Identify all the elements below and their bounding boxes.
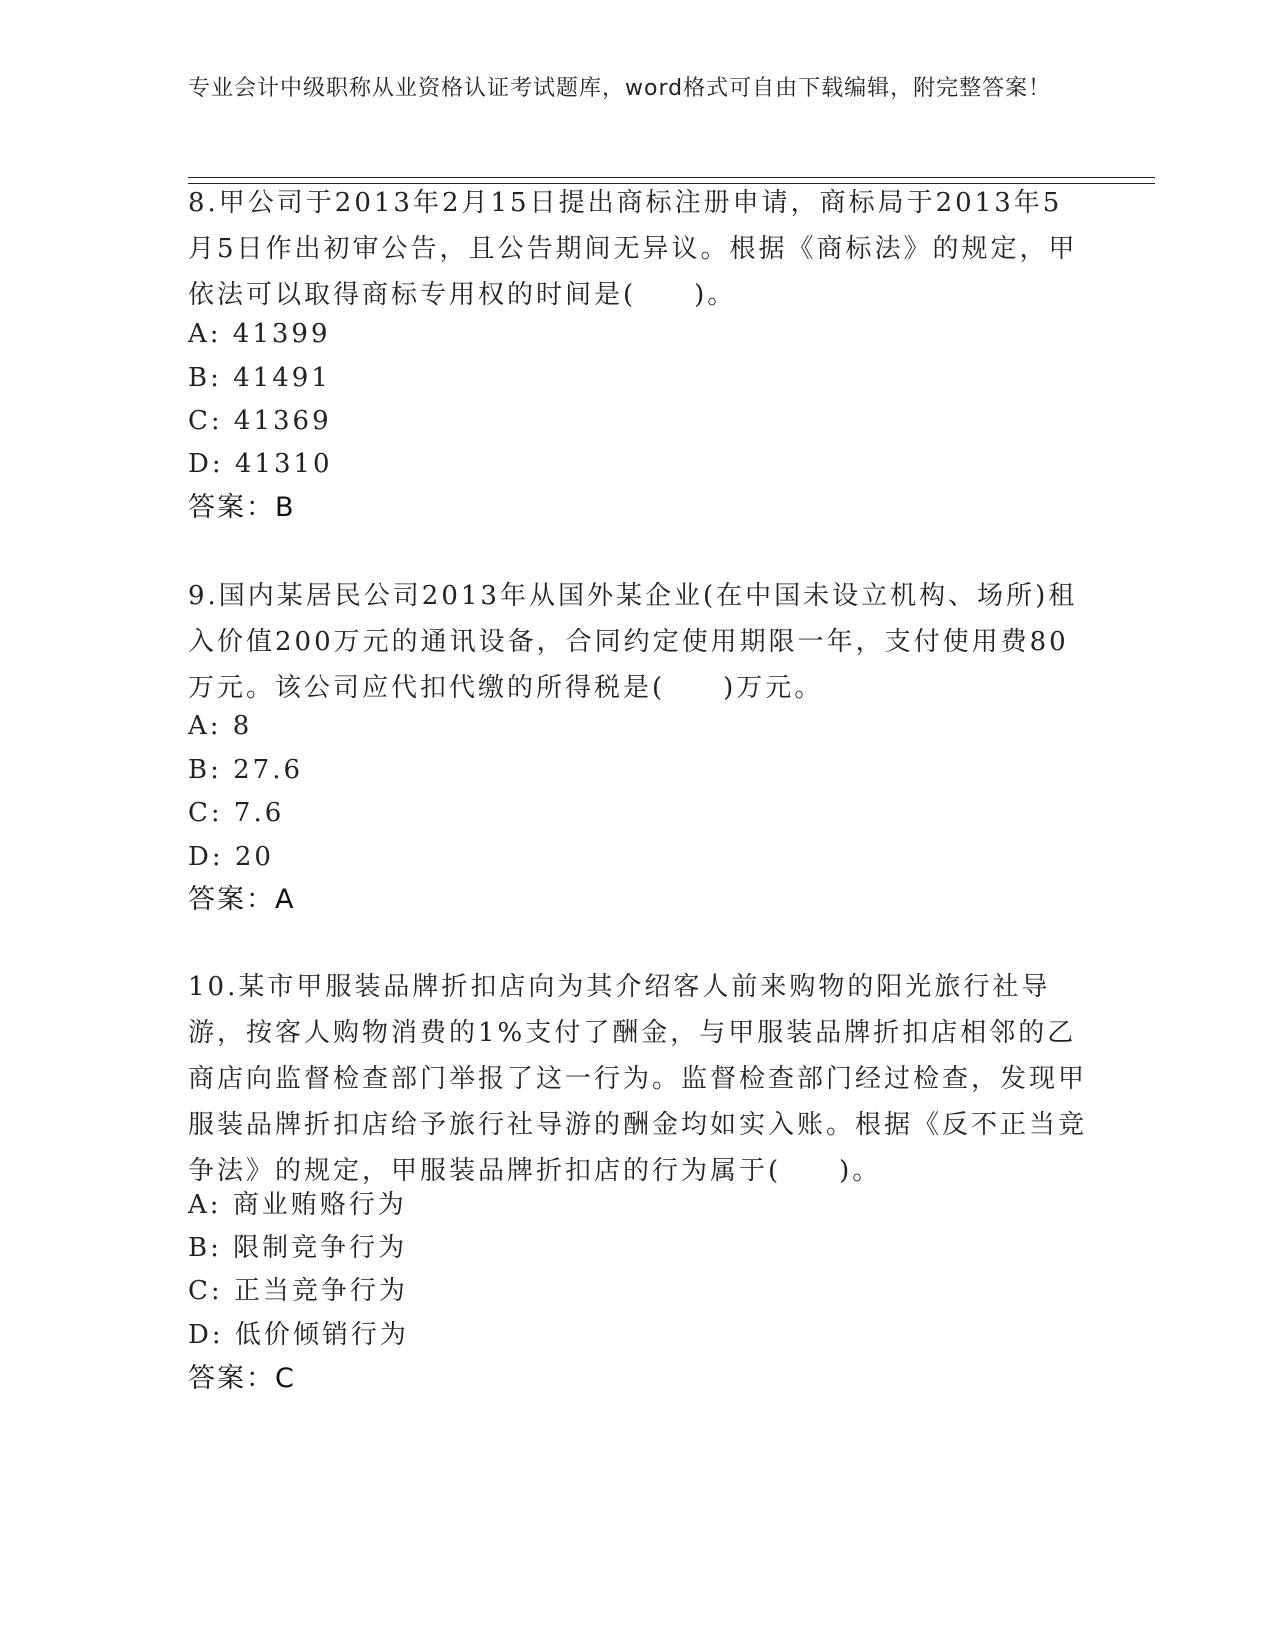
option-d: D: 41310 xyxy=(188,449,333,479)
question-stem: 8.甲公司于2013年2月15日提出商标注册申请，商标局于2013年5月5日作出初审公告，且公告期间无异议。根据《商标法》的规定，甲依法可以取得商标专用权的时间是( )。 xyxy=(188,188,1078,310)
option-b: B: 41491 xyxy=(188,363,331,393)
answer: 答案：C xyxy=(188,1363,296,1394)
option-b: B: 27.6 xyxy=(188,755,304,785)
option-d: D: 20 xyxy=(188,842,274,872)
option-a: A: 8 xyxy=(188,711,253,741)
page-header: 专业会计中级职称从业资格认证考试题库，word格式可自由下载编辑，附完整答案！ xyxy=(188,76,1052,101)
option-b: B: 限制竞争行为 xyxy=(188,1233,408,1263)
header-divider-top xyxy=(188,177,1155,178)
option-a: A: 商业贿赂行为 xyxy=(188,1190,407,1220)
answer: 答案：B xyxy=(188,492,296,523)
option-d: D: 低价倾销行为 xyxy=(188,1320,409,1350)
option-c: C: 正当竞争行为 xyxy=(188,1276,408,1306)
option-c: C: 7.6 xyxy=(188,798,285,828)
answer: 答案：A xyxy=(188,884,296,915)
option-c: C: 41369 xyxy=(188,406,332,436)
option-a: A: 41399 xyxy=(188,319,331,349)
question-stem: 10.某市甲服装品牌折扣店向为其介绍客人前来购物的阳光旅行社导游，按客人购物消费的1%支付了酬金，与甲服装品牌折扣店相邻的乙商店向监督检查部门举报了这一行为。监督检查部门经过检查，发现甲服装品牌折扣店给予旅行社导游的酬金均如实入账。根据《反不正当竞争法》的规定，甲服装品牌折扣店的行为属于( )。 xyxy=(188,972,1088,1186)
question-stem: 9.国内某居民公司2013年从国外某企业(在中国未设立机构、场所)租入价值200万元的通讯设备，合同约定使用期限一年，支付使用费80万元。该公司应代扣代缴的所得税是( )万元。 xyxy=(188,581,1078,703)
